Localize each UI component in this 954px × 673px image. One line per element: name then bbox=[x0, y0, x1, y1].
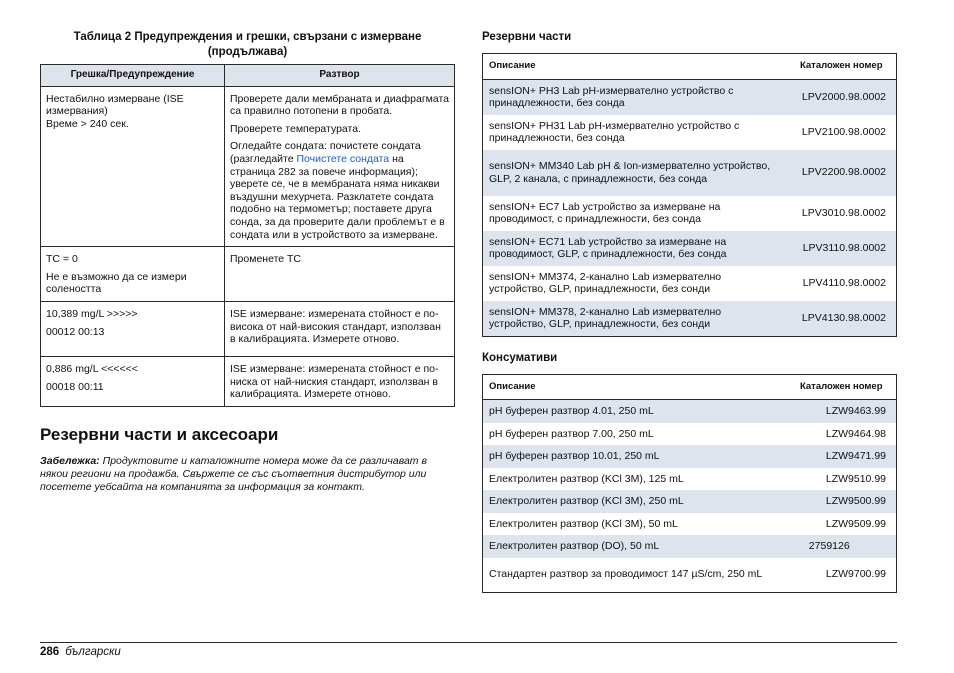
item-number: LZW9509.99 bbox=[825, 517, 886, 530]
item-number: LZW9464.98 bbox=[825, 427, 886, 440]
table-row bbox=[483, 301, 897, 337]
error-cell bbox=[41, 301, 225, 356]
error-cell bbox=[41, 86, 225, 247]
table-header-row bbox=[483, 54, 897, 80]
item-description: sensION+ MM340 Lab pH & Ion-измервателно устройство, GLP, 2 канала, с принадлежности, без сонда bbox=[483, 150, 787, 196]
error-text: Време > 240 сек. bbox=[46, 117, 129, 130]
item-description: Електролитен разтвор (KCl 3M), 250 mL bbox=[483, 490, 787, 513]
table-row bbox=[41, 247, 455, 302]
header-solution: Разтвор bbox=[225, 65, 455, 87]
note bbox=[40, 455, 455, 494]
item-description: Стандартен разтвор за проводимост 147 µS/cm, 250 mL bbox=[489, 568, 763, 581]
item-number: LPV2100.98.0002 bbox=[801, 125, 886, 138]
right-column bbox=[482, 30, 897, 593]
item-number: LPV4130.98.0002 bbox=[787, 301, 897, 337]
item-number: LZW9500.99 bbox=[787, 490, 897, 513]
consumables-table bbox=[482, 374, 897, 593]
table-row bbox=[483, 445, 897, 468]
error-table bbox=[40, 64, 455, 407]
table-row bbox=[483, 490, 897, 513]
item-number: LPV3110.98.0002 bbox=[787, 231, 897, 266]
clean-probe-link[interactable]: Почистете сондата bbox=[296, 152, 390, 165]
item-number: LPV2200.98.0002 bbox=[787, 150, 897, 196]
item-description: pH буферен разтвор 7.00, 250 mL bbox=[489, 427, 654, 440]
item-number: 2759126 bbox=[787, 535, 897, 558]
error-text: TC = 0 bbox=[46, 253, 78, 266]
table-row bbox=[483, 535, 897, 558]
table-row bbox=[483, 558, 897, 593]
solution-text: ISE измерване: измерената стойност е по-висока от най-високия стандарт, използван в калибрацията. Измерете отново. bbox=[230, 307, 441, 346]
solution-text: Променете TC bbox=[230, 253, 302, 266]
item-description: sensION+ EC71 Lab устройство за измерване на проводимост, GLP, с принадлежности, без сонда bbox=[483, 231, 787, 266]
error-text: Не е възможно да се измери солеността bbox=[46, 270, 187, 296]
solution-text-part: на страница 282 за повече информация); уверете се, че в мембраната няма никакви въздушни мехурчета. Разклатете сондата подобно на термометър; поставете друга сонда, за да проверите дали проблемът е в сондата или в устройството за измерване. bbox=[230, 152, 445, 241]
left-column bbox=[40, 30, 455, 494]
error-cell bbox=[41, 247, 225, 302]
item-description: sensION+ PH31 Lab pH-измервателно устройство с принадлежности, без сонда bbox=[489, 119, 740, 145]
item-description: Електролитен разтвор (DO), 50 mL bbox=[483, 535, 787, 558]
item-description: pH буферен разтвор 10.01, 250 mL bbox=[483, 445, 787, 468]
table-row bbox=[41, 357, 455, 407]
page-footer bbox=[40, 645, 121, 659]
solution-text bbox=[230, 140, 449, 241]
item-description: sensION+ MM374, 2-канално Lab измервателно устройство, GLP, принадлежности, без сонди bbox=[489, 270, 722, 296]
item-number: LPV4110.98.0002 bbox=[802, 276, 886, 289]
item-number: LPV2000.98.0002 bbox=[787, 79, 897, 115]
table-row bbox=[483, 196, 897, 231]
solution-text: ISE измерване: измерената стойност е по-ниска от най-ниския стандарт, използван в калибрацията. Измерете отново. bbox=[230, 363, 439, 401]
table-row bbox=[483, 423, 897, 446]
header-description: Описание bbox=[483, 54, 787, 80]
item-description: sensION+ EC7 Lab устройство за измерване на проводимост, с принадлежности, без сонда bbox=[489, 200, 721, 226]
item-description: sensION+ PH3 Lab pH-измервателно устройство с принадлежности, без сонда bbox=[483, 79, 787, 115]
solution-text-part: Огледайте сондата: почистете сондата (разгледайте bbox=[230, 140, 421, 165]
table-header-row bbox=[483, 374, 897, 400]
item-description: Електролитен разтвор (KCl 3M), 50 mL bbox=[489, 517, 678, 530]
header-error: Грешка/Предупреждение bbox=[41, 65, 225, 87]
item-number: LZW9700.99 bbox=[825, 568, 886, 581]
item-description: Електролитен разтвор (KCl 3M), 125 mL bbox=[489, 472, 684, 485]
consumables-heading: Консумативи bbox=[482, 351, 558, 364]
header-catalog-number: Каталожен номер bbox=[787, 374, 897, 400]
table-row bbox=[483, 150, 897, 196]
page-number: 286 bbox=[40, 646, 60, 658]
table-row bbox=[41, 301, 455, 356]
item-number: LZW9510.99 bbox=[825, 472, 886, 485]
header-description: Описание bbox=[483, 374, 787, 400]
table-row bbox=[483, 468, 897, 491]
footer-divider bbox=[40, 642, 897, 643]
item-number: LZW9471.99 bbox=[787, 445, 897, 468]
solution-cell bbox=[225, 247, 455, 302]
item-description: sensION+ MM378, 2-канално Lab измервателно устройство, GLP, принадлежности, без сонди bbox=[483, 301, 787, 337]
solution-text: Проверете температурата. bbox=[230, 122, 361, 135]
spare-parts-heading: Резервни части bbox=[482, 31, 572, 43]
table-row bbox=[483, 266, 897, 301]
table-row bbox=[483, 400, 897, 423]
solution-cell bbox=[225, 357, 455, 407]
solution-cell bbox=[225, 86, 455, 247]
table-row bbox=[41, 86, 455, 247]
error-text: 00018 00:11 bbox=[46, 380, 104, 393]
error-text: 0,886 mg/L <<<<<< bbox=[46, 363, 138, 376]
footer-language: български bbox=[65, 646, 121, 658]
table-header-row bbox=[41, 65, 455, 87]
error-text: 00012 00:13 bbox=[46, 325, 105, 338]
spare-parts-table bbox=[482, 53, 897, 337]
error-text: 10,389 mg/L >>>>> bbox=[46, 307, 138, 320]
section-title: Резервни части и аксесоари bbox=[40, 424, 279, 444]
item-description: pH буферен разтвор 4.01, 250 mL bbox=[483, 400, 787, 423]
table-row bbox=[483, 79, 897, 115]
table-row bbox=[483, 513, 897, 536]
error-cell bbox=[41, 357, 225, 407]
item-number: LPV3010.98.0002 bbox=[801, 206, 886, 219]
item-number: LZW9463.99 bbox=[787, 400, 897, 423]
error-text: Нестабилно измерване (ISE измервания) bbox=[46, 92, 184, 118]
solution-cell bbox=[225, 301, 455, 356]
table-row bbox=[483, 115, 897, 150]
header-catalog-number: Каталожен номер bbox=[787, 54, 897, 80]
note-label: Забележка: bbox=[40, 454, 100, 467]
solution-text: Проверете дали мембраната и диафрагмата са правилно потопени в пробата. bbox=[230, 92, 450, 118]
table-caption: Таблица 2 Предупреждения и грешки, свързани с измерване (продължава) bbox=[73, 31, 422, 58]
note-text: Продуктовите и каталожните номера може да се различават в някои региони на продажба. Свържете се със съответния дистрибутор или посетете уебсайта на компанията за информация за контакт. bbox=[40, 454, 427, 493]
table-row bbox=[483, 231, 897, 266]
